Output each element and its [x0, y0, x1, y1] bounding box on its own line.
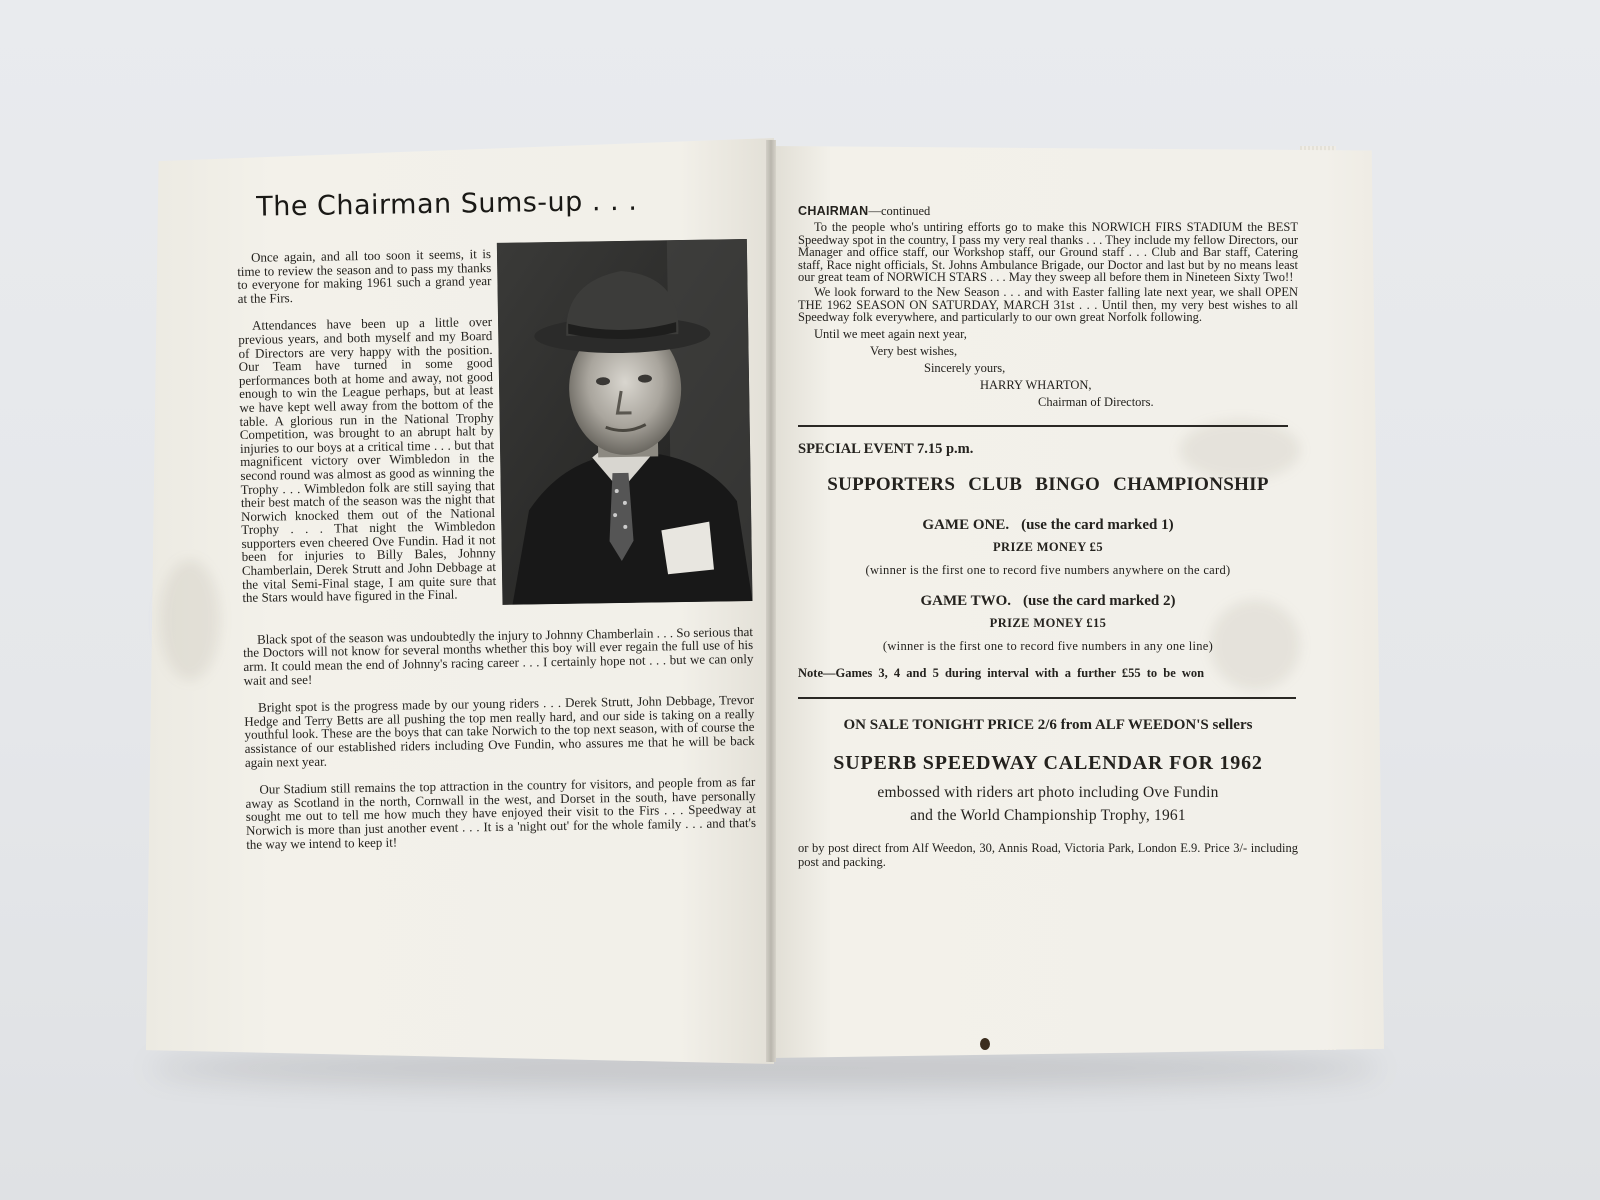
game-two-prize: PRIZE MONEY £15 — [989, 615, 1107, 630]
chairman-photo — [497, 239, 753, 605]
portrait-photo-icon — [497, 239, 753, 605]
game-one-rule: (winner is the first one to record five numbers anywhere on the card) — [865, 562, 1231, 577]
game-two-label: GAME TWO. — [920, 592, 1012, 609]
article-paragraph: Black spot of the season was undoubtedly the injury to Johnny Chamberlain . . . So serious that the Doctors will not know for several months whether this boy will ever regain the full use of his arm. It could mean the end of Johnny's racing career . . . I certainly hope not . . . but we can only wait and see! — [243, 623, 754, 688]
calendar-subtitle-1: embossed with riders art photo including Ove Fundin — [877, 783, 1219, 801]
sale-heading: ON SALE TONIGHT PRICE 2/6 from ALF WEEDON'S sellers — [843, 716, 1253, 733]
article-body — [237, 243, 756, 851]
section-divider — [798, 697, 1296, 699]
calendar-title: SUPERB SPEEDWAY CALENDAR FOR 1962 — [833, 751, 1263, 774]
article-paragraph: Our Stadium still remains the top attraction in the country for visitors, and people from as far away as Scotland in the north, Cornwall in the west, and Dorset in the south, have personally sought me out to tell me how much they have enjoyed their visit to the Firs . . . Speedway at Norwich is more than just another event . . . It is a 'night out' for the whole family . . . and that's the way we intend to keep it! — [245, 774, 757, 852]
continued-label: CHAIRMAN — [798, 204, 869, 218]
signatory-role: Chairman of Directors. — [1038, 394, 1154, 409]
calendar-subtitle-2: and the World Championship Trophy, 1961 — [910, 806, 1186, 824]
booklet-spine — [766, 140, 776, 1062]
game-two-card: (use the card marked 2) — [1023, 592, 1176, 609]
staple-hole — [980, 1038, 990, 1050]
games-note: Note—Games 3, 4 and 5 during interval with a further £55 to be won — [798, 665, 1205, 680]
article-title: The Chairman Sums-up . . . — [255, 185, 638, 223]
bingo-title: SUPPORTERS CLUB BINGO CHAMPIONSHIP — [827, 473, 1269, 495]
game-one-label: GAME ONE. — [922, 516, 1010, 533]
closing-line-1: Until we meet again next year, — [814, 326, 967, 341]
letter-paragraph: We look forward to the New Season . . . and with Easter falling late next year, we shall OPEN THE 1962 SEASON ON SATURDAY, MARCH 31st . . . Until then, my very best wishes to all Speedway folk everywhere, and particularly to our own great Norfolk following. — [798, 284, 1298, 325]
letter-paragraph: To the people who's untiring efforts go to make this NORWICH FIRS STADIUM the BEST Speedway spot in the country, I pass my very real thanks . . . They include my fellow Directors, our Manager and office staff, our Workshop staff, our Ground staff . . . Club and Bar staff, Catering staff, Race night officials, St. Johns Ambulance Brigade, our Doctor and last but by no means least our great team of NORWICH STARS . . . May they sweep all before them in Nineteen Sixty Two!! — [798, 220, 1298, 285]
article-paragraph: Once again, and all too soon it seems, it is time to review the season and to pass my thanks to everyone for making 1961 such a grand year at the Firs. — [237, 246, 492, 306]
right-page-content — [798, 204, 1298, 869]
game-one-prize: PRIZE MONEY £5 — [992, 539, 1103, 554]
continued-heading — [798, 204, 1298, 219]
special-event-heading: SPECIAL EVENT 7.15 p.m. — [798, 440, 974, 457]
game-two-heading — [798, 592, 1298, 610]
game-one-heading — [798, 516, 1298, 534]
left-page-content — [236, 184, 757, 865]
article-paragraph: Attendances have been up a little over previous years, and both myself and my Board of Directors are very happy with the position. Our Team have turned in some good performances both at home and away, not good enough to win the League perhaps, but at least we have kept well away from the bottom of the table. A glorious run in the National Trophy Competition, was brought to an abrupt halt by injuries to our boys at a critical time . . . but that magnificent victory over Wimbledon in the second round was almost as good as winning the Trophy . . . Wimbledon folk are still saying that their best match of the season was the night that Norwich knocked them out of the National Trophy . . . That night the Wimbledon supporters even cheered Ove Fundin. Had it not been for injuries to Billy Bales, Johnny Chamberlain, Derek Strutt and John Debbage at the vital Semi-Final stage, I am quite sure that the Stars would have figured in the Final. — [238, 314, 497, 606]
section-divider — [798, 425, 1288, 427]
postal-order-info: or by post direct from Alf Weedon, 30, Annis Road, Victoria Park, London E.9. Price 3/- including post and packing. — [798, 840, 1298, 869]
game-one-card: (use the card marked 1) — [1021, 516, 1174, 533]
game-two-rule: (winner is the first one to record five numbers in any one line) — [882, 638, 1214, 653]
article-paragraph: Bright spot is the progress made by our young riders . . . Derek Strutt, John Debbage, Trevor Hedge and Terry Betts are all pushing the top men really hard, and our side is taking on a really youthful look. These are the boys that can take Norwich to the top next season, with of course the assistance of our established riders including Ove Fundin, who assures me that he will be back again next year. — [244, 692, 755, 770]
continued-suffix: —continued — [868, 204, 931, 218]
closing-line-3: Sincerely yours, — [924, 360, 1006, 375]
closing-line-2: Very best wishes, — [870, 343, 958, 358]
signatory-name: HARRY WHARTON, — [980, 377, 1092, 392]
paper-stain — [160, 560, 220, 680]
